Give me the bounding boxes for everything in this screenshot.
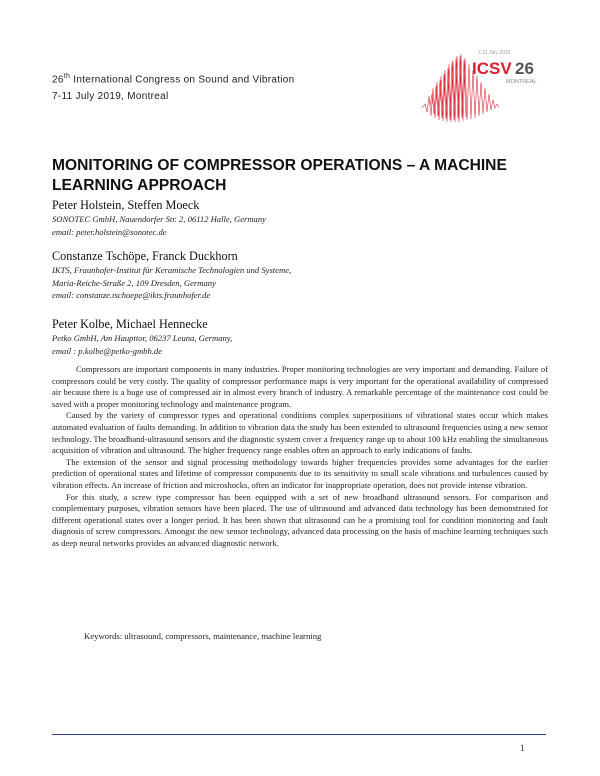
keywords: Keywords: ultrasound, compressors, maintenance, machine learning — [84, 631, 322, 641]
conference-name: International Congress on Sound and Vibration — [73, 74, 295, 86]
abstract-paragraph: Compressors are important components in many industries. Proper monitoring technologies are very important and demanding. Failure of compressors could be very costly. The quality of compressor performance maps is very important for the operational availability of compressed air because there is a huge use of compressed air in almost every branch of industry. A remarkable percentage of the maintenance cost could be saved with a proper monitoring technology and maintenance program. — [52, 364, 548, 409]
author-block — [52, 198, 552, 238]
affiliation-line: Petko GmbH, Am Haupttor, 06237 Leuna, Germany, — [52, 333, 233, 343]
author-names: Constanze Tschöpe, Franck Duckhorn — [52, 249, 238, 263]
affiliation-line: SONOTEC GmbH, Nauendorfer Str. 2, 06112 Halle, Germany — [52, 214, 266, 224]
author-email: email: peter.holstein@sonotec.de — [52, 226, 167, 237]
abstract-paragraph: Caused by the variety of compressor types and operational conditions complex superpositions of vibrational states occur which makes automated evaluation of faults demanding. In addition to vibration data the study has been extended to ultrasound frequencies using a new sensor technology. The broadband-ultrasound sensors and the diagnostic system cover a frequency range up to about 100 kHz enabling the simultaneous acquisition of vibration and ultrasound. The higher frequency range enables often an approach to early indications of faults. — [52, 410, 548, 456]
page-number: 1 — [520, 743, 525, 753]
paper-title: MONITORING OF COMPRESSOR OPERATIONS – A MACHINE LEARNING APPROACH — [52, 157, 507, 194]
logo-caption: 7-11 July 2019 — [478, 50, 511, 56]
author-email: email : p.kolbe@petko-gmbh.de — [52, 345, 163, 356]
author-names: Peter Kolbe, Michael Hennecke — [52, 317, 208, 331]
conference-ordinal: 26 — [52, 74, 64, 86]
abstract-paragraph: The extension of the sensor and signal processing methodology towards higher frequencies provides some advantages for the earlier prediction of operational states and lifetime of compressor components due to its sensitivity to small scale vibrations and turbulences caused by vibration effects. An increase of friction and microshocks, often an indicator for inappropriate operation, does not provide intense vibration. — [52, 456, 548, 490]
affiliation-line: Maria-Reiche-Straße 2, 109 Dresden, Germany — [52, 277, 216, 288]
author-email: email: constanze.tschoepe@ikts.fraunhofer.de — [52, 290, 211, 301]
footer-divider — [52, 734, 546, 735]
abstract — [52, 364, 548, 550]
logo-city: MONTREAL — [506, 79, 537, 85]
logo-brand: ICSV — [472, 59, 512, 78]
conference-date-location: 7-11 July 2019, Montreal — [52, 91, 169, 102]
abstract-paragraph: For this study, a screw type compressor has been equipped with a set of new broadband ultrasound sensors. For comparison and complementary purposes, vibration sensors have been placed. The use of ultrasound and advanced data technology has been demonstrated for different operational states over a longer period. It has been shown that ultrasound can be a promising tool for condition monitoring and fault diagnosis of screw compressors. Amongst the new sensor technology, advanced data processing on the basis of machine learning techniques such as deep neural networks provides an advanced diagnostic network. — [52, 491, 548, 548]
logo-number: 26 — [515, 59, 534, 78]
author-block — [52, 249, 552, 302]
conference-ordinal-suffix: th — [63, 73, 71, 80]
conference-title — [52, 73, 295, 85]
icsv26-logo — [420, 46, 555, 126]
author-block — [52, 317, 552, 357]
affiliation-line: IKTS, Fraunhofer-Institut für Keramische Technologien und Systeme, — [52, 265, 292, 275]
author-names: Peter Holstein, Steffen Moeck — [52, 198, 200, 212]
